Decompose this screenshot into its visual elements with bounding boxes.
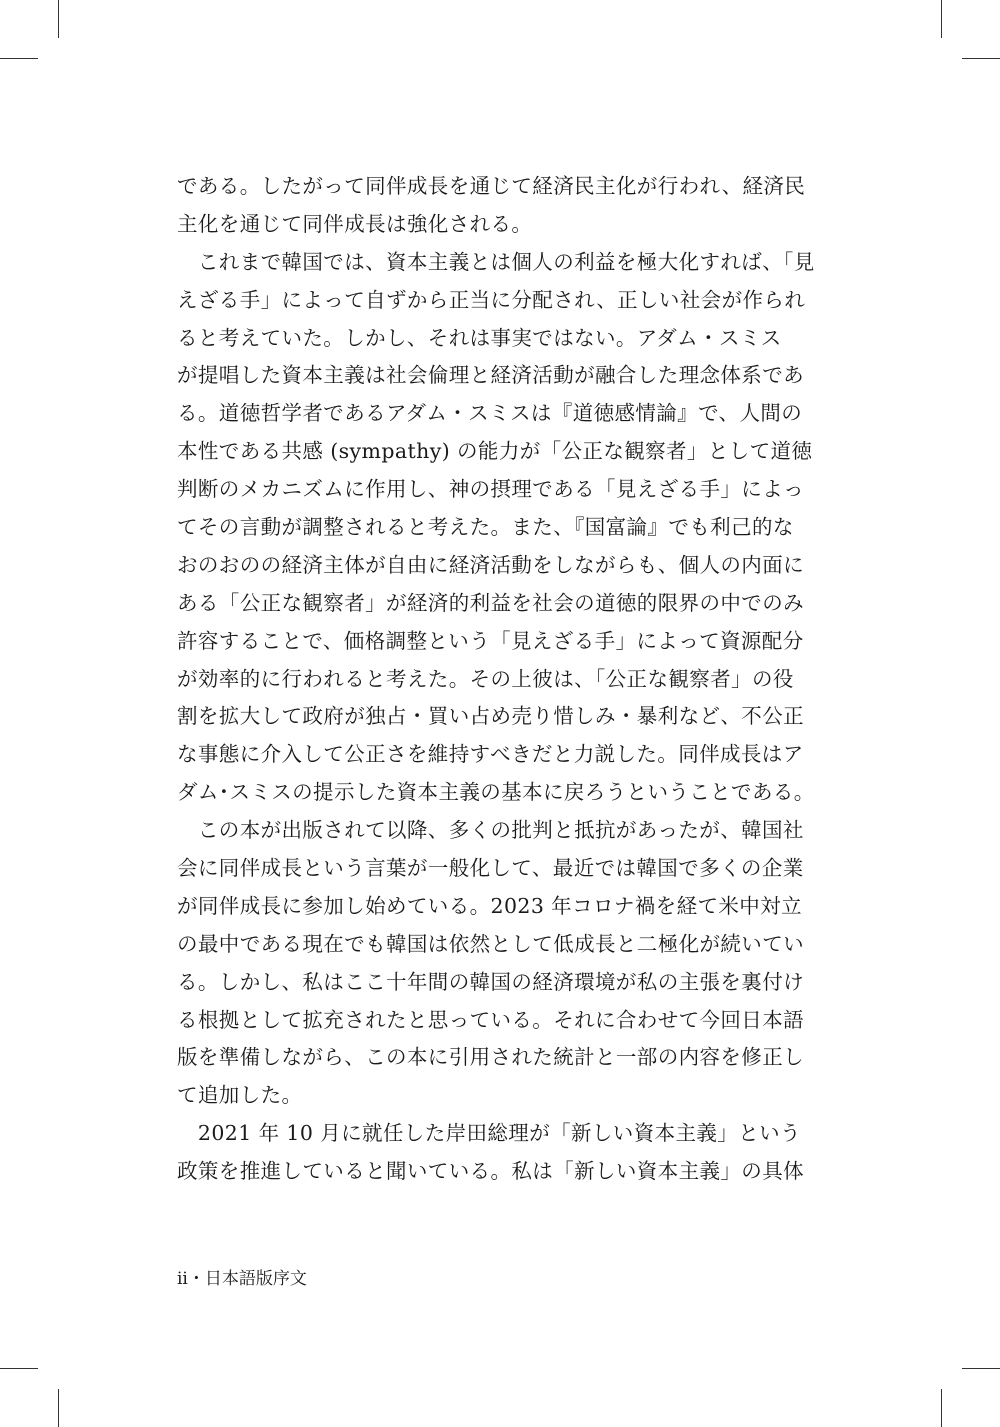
body-line: が提唱した資本主義は社会倫理と経済活動が融合した理念体系であ: [177, 363, 804, 388]
body-line: る。しかし、私はここ十年間の韓国の経済環境が私の主張を裏付け: [177, 969, 804, 994]
body-line: 2021 年 10 月に就任した岸田総理が「新しい資本主義」という: [177, 1121, 801, 1146]
body-line: 会に同伴成長という言葉が一般化して、最近では韓国で多くの企業: [177, 856, 804, 881]
body-line: この本が出版されて以降、多くの批判と抵抗があったが、韓国社: [177, 818, 804, 843]
body-line: が同伴成長に参加し始めている。2023 年コロナ禍を経て米中対立: [177, 893, 802, 918]
body-line: えざる手」によって自ずから正当に分配され、正しい社会が作られ: [177, 287, 806, 312]
body-line: ると考えていた。しかし、それは事実ではない。アダム・スミス: [177, 325, 782, 350]
body-line: である。したがって同伴成長を通じて経済民主化が行われ、経済民: [177, 174, 806, 198]
body-line: る根拠として拡充されたと思っている。それに合わせて今回日本語: [177, 1007, 804, 1032]
crop-mark-top-left-vertical: [58, 0, 59, 38]
body-text: [177, 168, 817, 1191]
body-line: の最中である現在でも韓国は依然として低成長と二極化が続いてい: [177, 931, 804, 956]
body-line: ある「公正な観察者」が経済的利益を社会の道徳的限界の中でのみ: [177, 590, 804, 615]
body-line: これまで韓国では、資本主義とは個人の利益を極大化すれば、「見: [177, 249, 815, 274]
body-line: 判断のメカニズムに作用し、神の摂理である「見えざる手」によっ: [177, 477, 804, 502]
body-line: 本性である共感 (sympathy) の能力が「公正な観察者」として道徳: [177, 439, 813, 464]
page-footer: ii・日本語版序文: [177, 1269, 307, 1289]
crop-mark-top-left-horizontal: [0, 58, 38, 59]
body-line: な事態に介入して公正さを維持すべきだと力説した。同伴成長はア: [177, 742, 804, 767]
body-line: 許容することで、価格調整という「見えざる手」によって資源配分: [177, 628, 804, 653]
body-line: 版を準備しながら、この本に引用された統計と一部の内容を修正し: [177, 1045, 804, 1070]
body-line: ダム･スミスの提示した資本主義の基本に戻ろうということである。: [177, 780, 815, 805]
crop-mark-bottom-left-vertical: [58, 1389, 59, 1427]
body-line: 割を拡大して政府が独占・買い占め売り惜しみ・暴利など、不公正: [177, 704, 804, 729]
body-line: 政策を推進していると聞いている。私は「新しい資本主義」の具体: [177, 1159, 804, 1184]
body-line: おのおのの経済主体が自由に経済活動をしながらも、個人の内面に: [177, 552, 804, 577]
crop-mark-bottom-right-horizontal: [962, 1368, 1000, 1369]
crop-mark-bottom-left-horizontal: [0, 1368, 38, 1369]
crop-mark-bottom-right-vertical: [941, 1389, 942, 1427]
body-line: て追加した。: [177, 1083, 303, 1108]
body-line: る。道徳哲学者であるアダム・スミスは『道徳感情論』で、人間の: [177, 401, 803, 426]
body-line: が効率的に行われると考えた。その上彼は、「公正な観察者」の役: [177, 666, 794, 691]
crop-mark-top-right-vertical: [941, 0, 942, 38]
crop-mark-top-right-horizontal: [962, 58, 1000, 59]
body-line: てその言動が調整されると考えた。また、『国富論』でも利己的な: [177, 515, 794, 540]
body-line: 主化を通じて同伴成長は強化される。: [177, 211, 533, 236]
